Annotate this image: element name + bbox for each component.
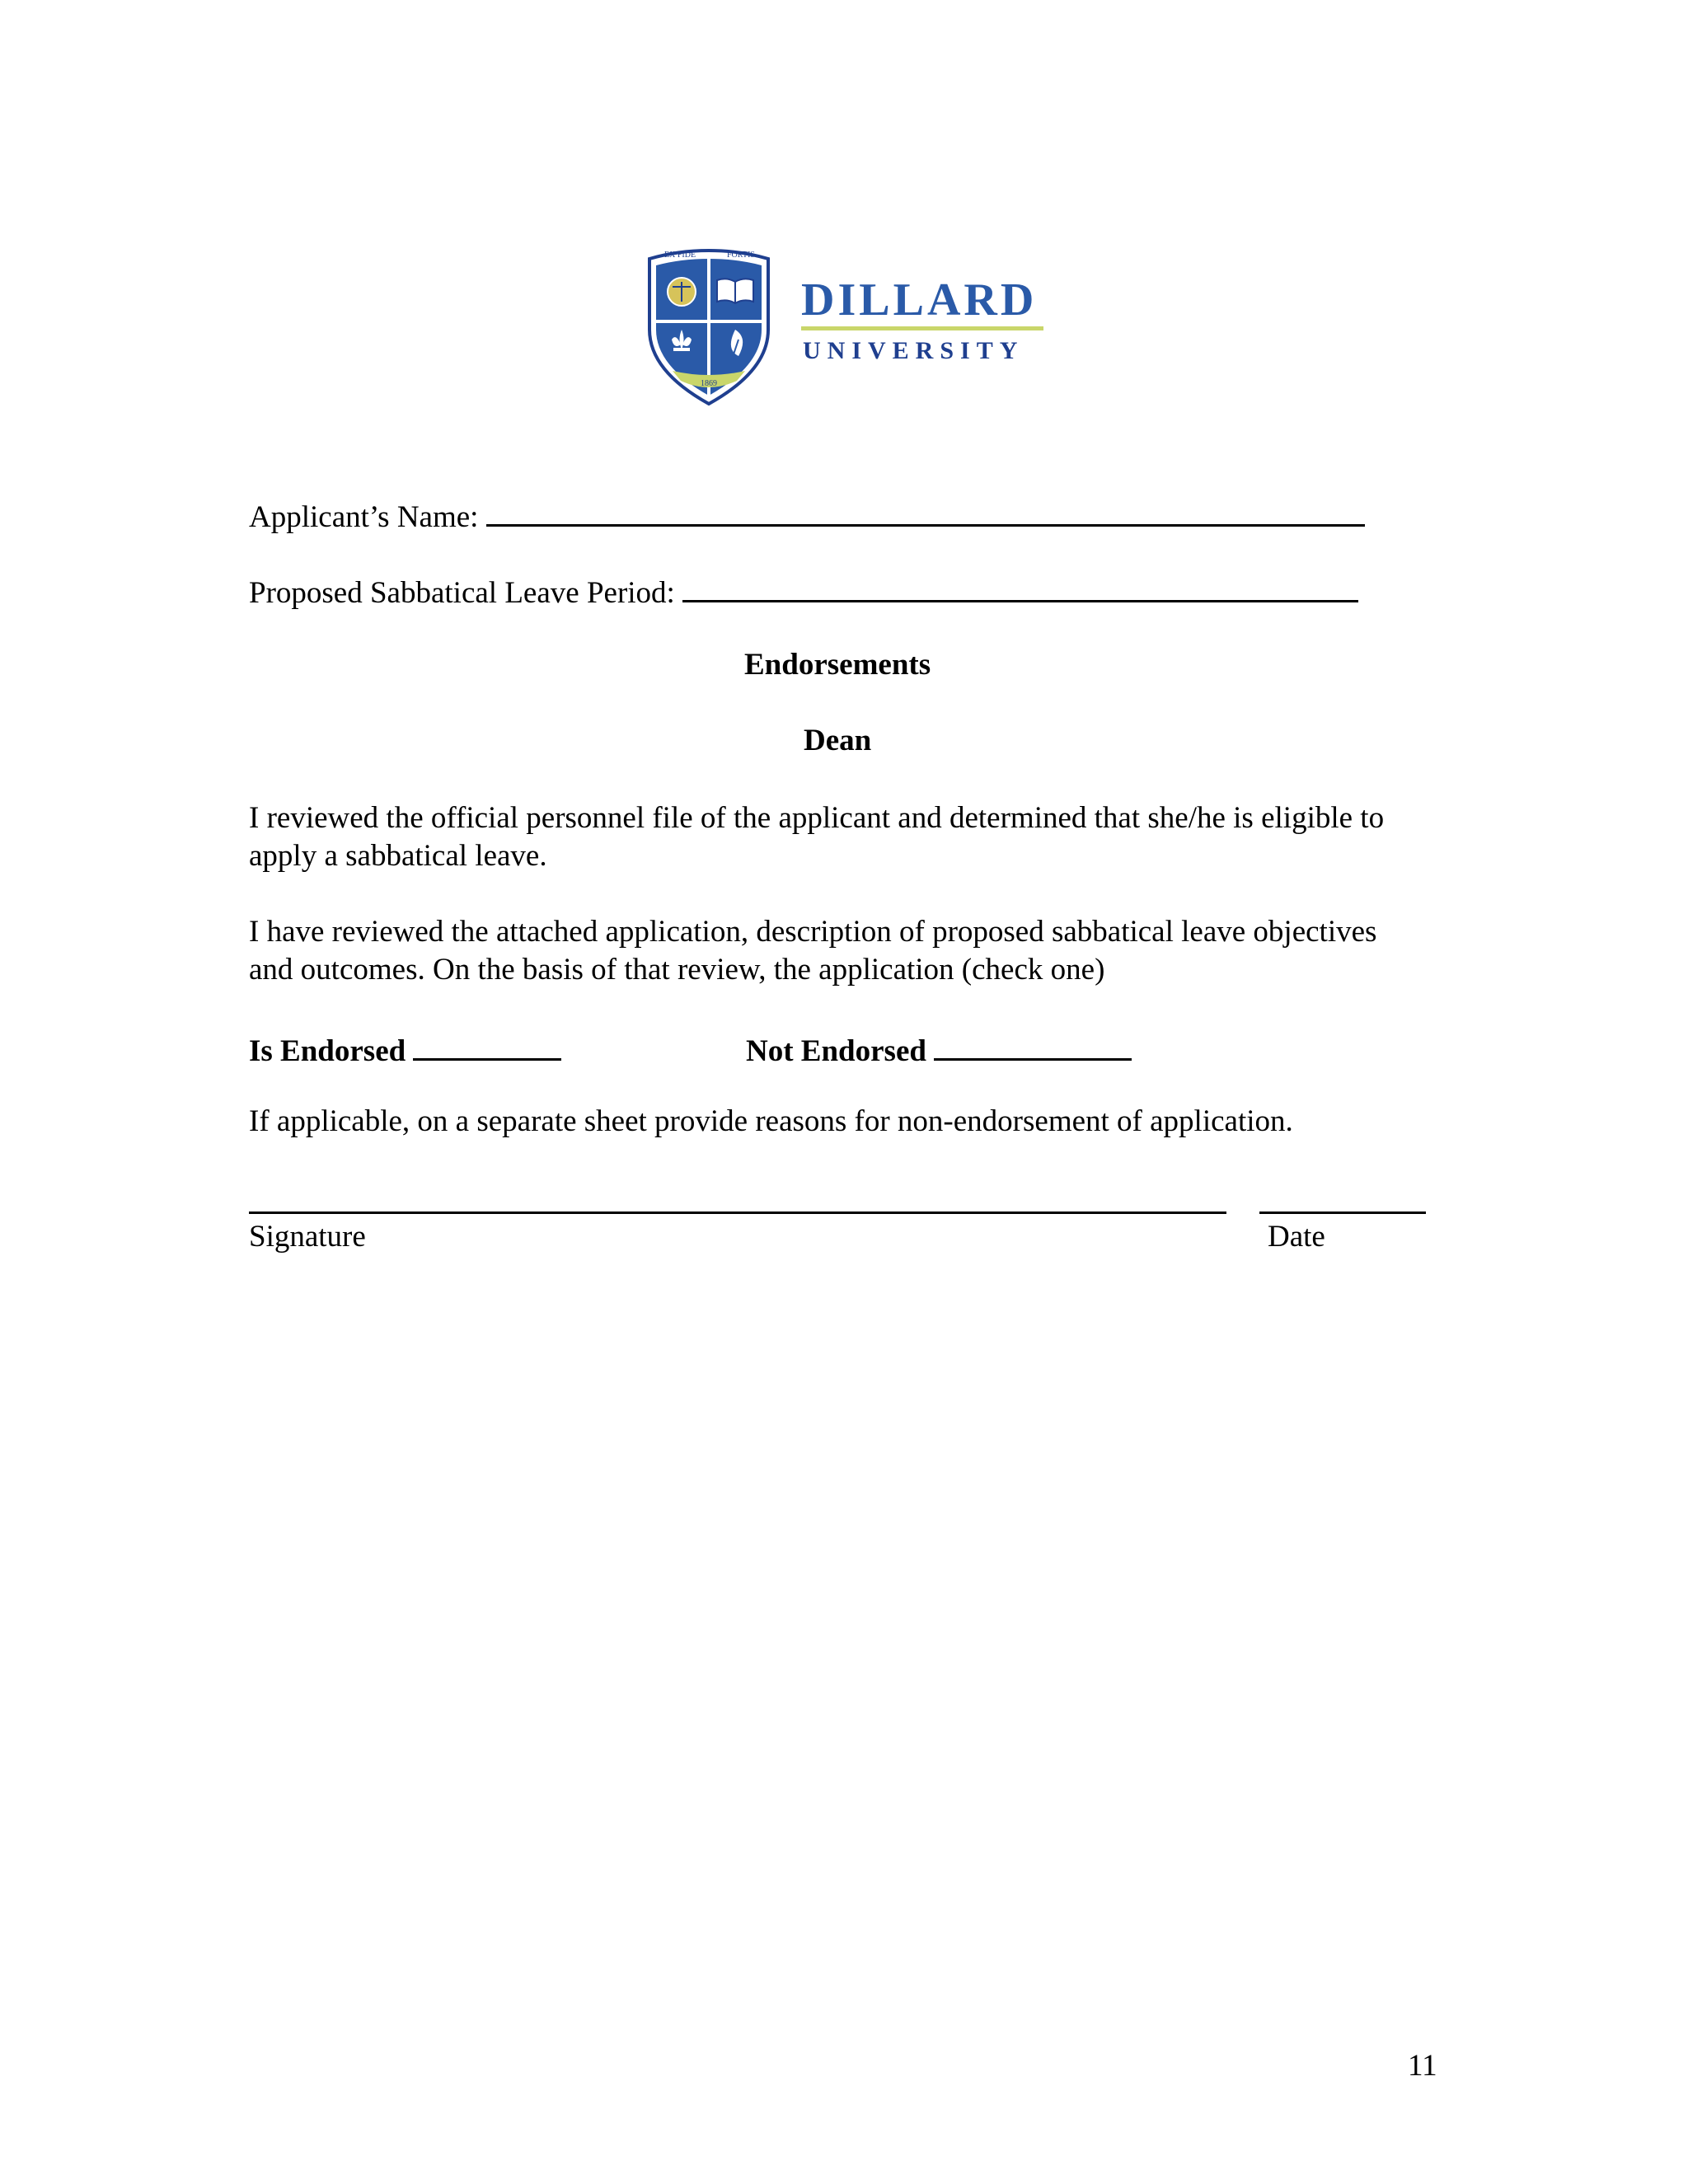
paragraph-eligibility-text: I reviewed the official personnel file of the applicant and determined that she/he is eligible to apply a sabbatical leave.: [249, 801, 1385, 873]
section-title-endorsements: Endorsements: [744, 648, 931, 682]
is-endorsed-label: Is Endorsed: [249, 1034, 406, 1068]
paragraph-review-text: I have reviewed the attached application, description of proposed sabbatical leave objectives and outcomes. On the basis of that review, the application (check one): [249, 915, 1377, 987]
logo-motto-right: FORTIS: [727, 251, 755, 260]
is-endorsed-check-field[interactable]: [413, 1027, 561, 1061]
logo-year: 1869: [701, 379, 717, 388]
applicant-name-row: [249, 493, 1365, 537]
leave-period-row: [249, 569, 1358, 612]
page-number: 11: [1408, 2049, 1437, 2083]
logo-motto-left: EX FIDE: [664, 251, 696, 260]
applicant-name-label: Applicant’s Name:: [249, 500, 479, 534]
leave-period-field[interactable]: [682, 569, 1358, 602]
date-label: Date: [1268, 1220, 1325, 1254]
dillard-university-logo: [645, 247, 1057, 412]
subsection-title-dean: Dean: [804, 724, 872, 757]
not-endorsed-check-field[interactable]: [934, 1027, 1132, 1061]
signature-label: Signature: [249, 1220, 366, 1254]
logo-name-university: UNIVERSITY: [803, 337, 1025, 364]
reasons-note: If applicable, on a separate sheet provide reasons for non-endorsement of application.: [249, 1104, 1293, 1138]
logo-name-dillard: DILLARD: [801, 274, 1038, 326]
is-endorsed-row: [249, 1027, 561, 1071]
date-line[interactable]: [1259, 1212, 1426, 1214]
leave-period-label: Proposed Sabbatical Leave Period:: [249, 576, 675, 610]
paragraph-review: [249, 913, 1403, 989]
not-endorsed-row: [746, 1027, 1132, 1071]
applicant-name-field[interactable]: [486, 493, 1365, 527]
not-endorsed-label: Not Endorsed: [746, 1034, 926, 1068]
signature-line[interactable]: [249, 1212, 1226, 1214]
paragraph-eligibility: [249, 799, 1403, 875]
